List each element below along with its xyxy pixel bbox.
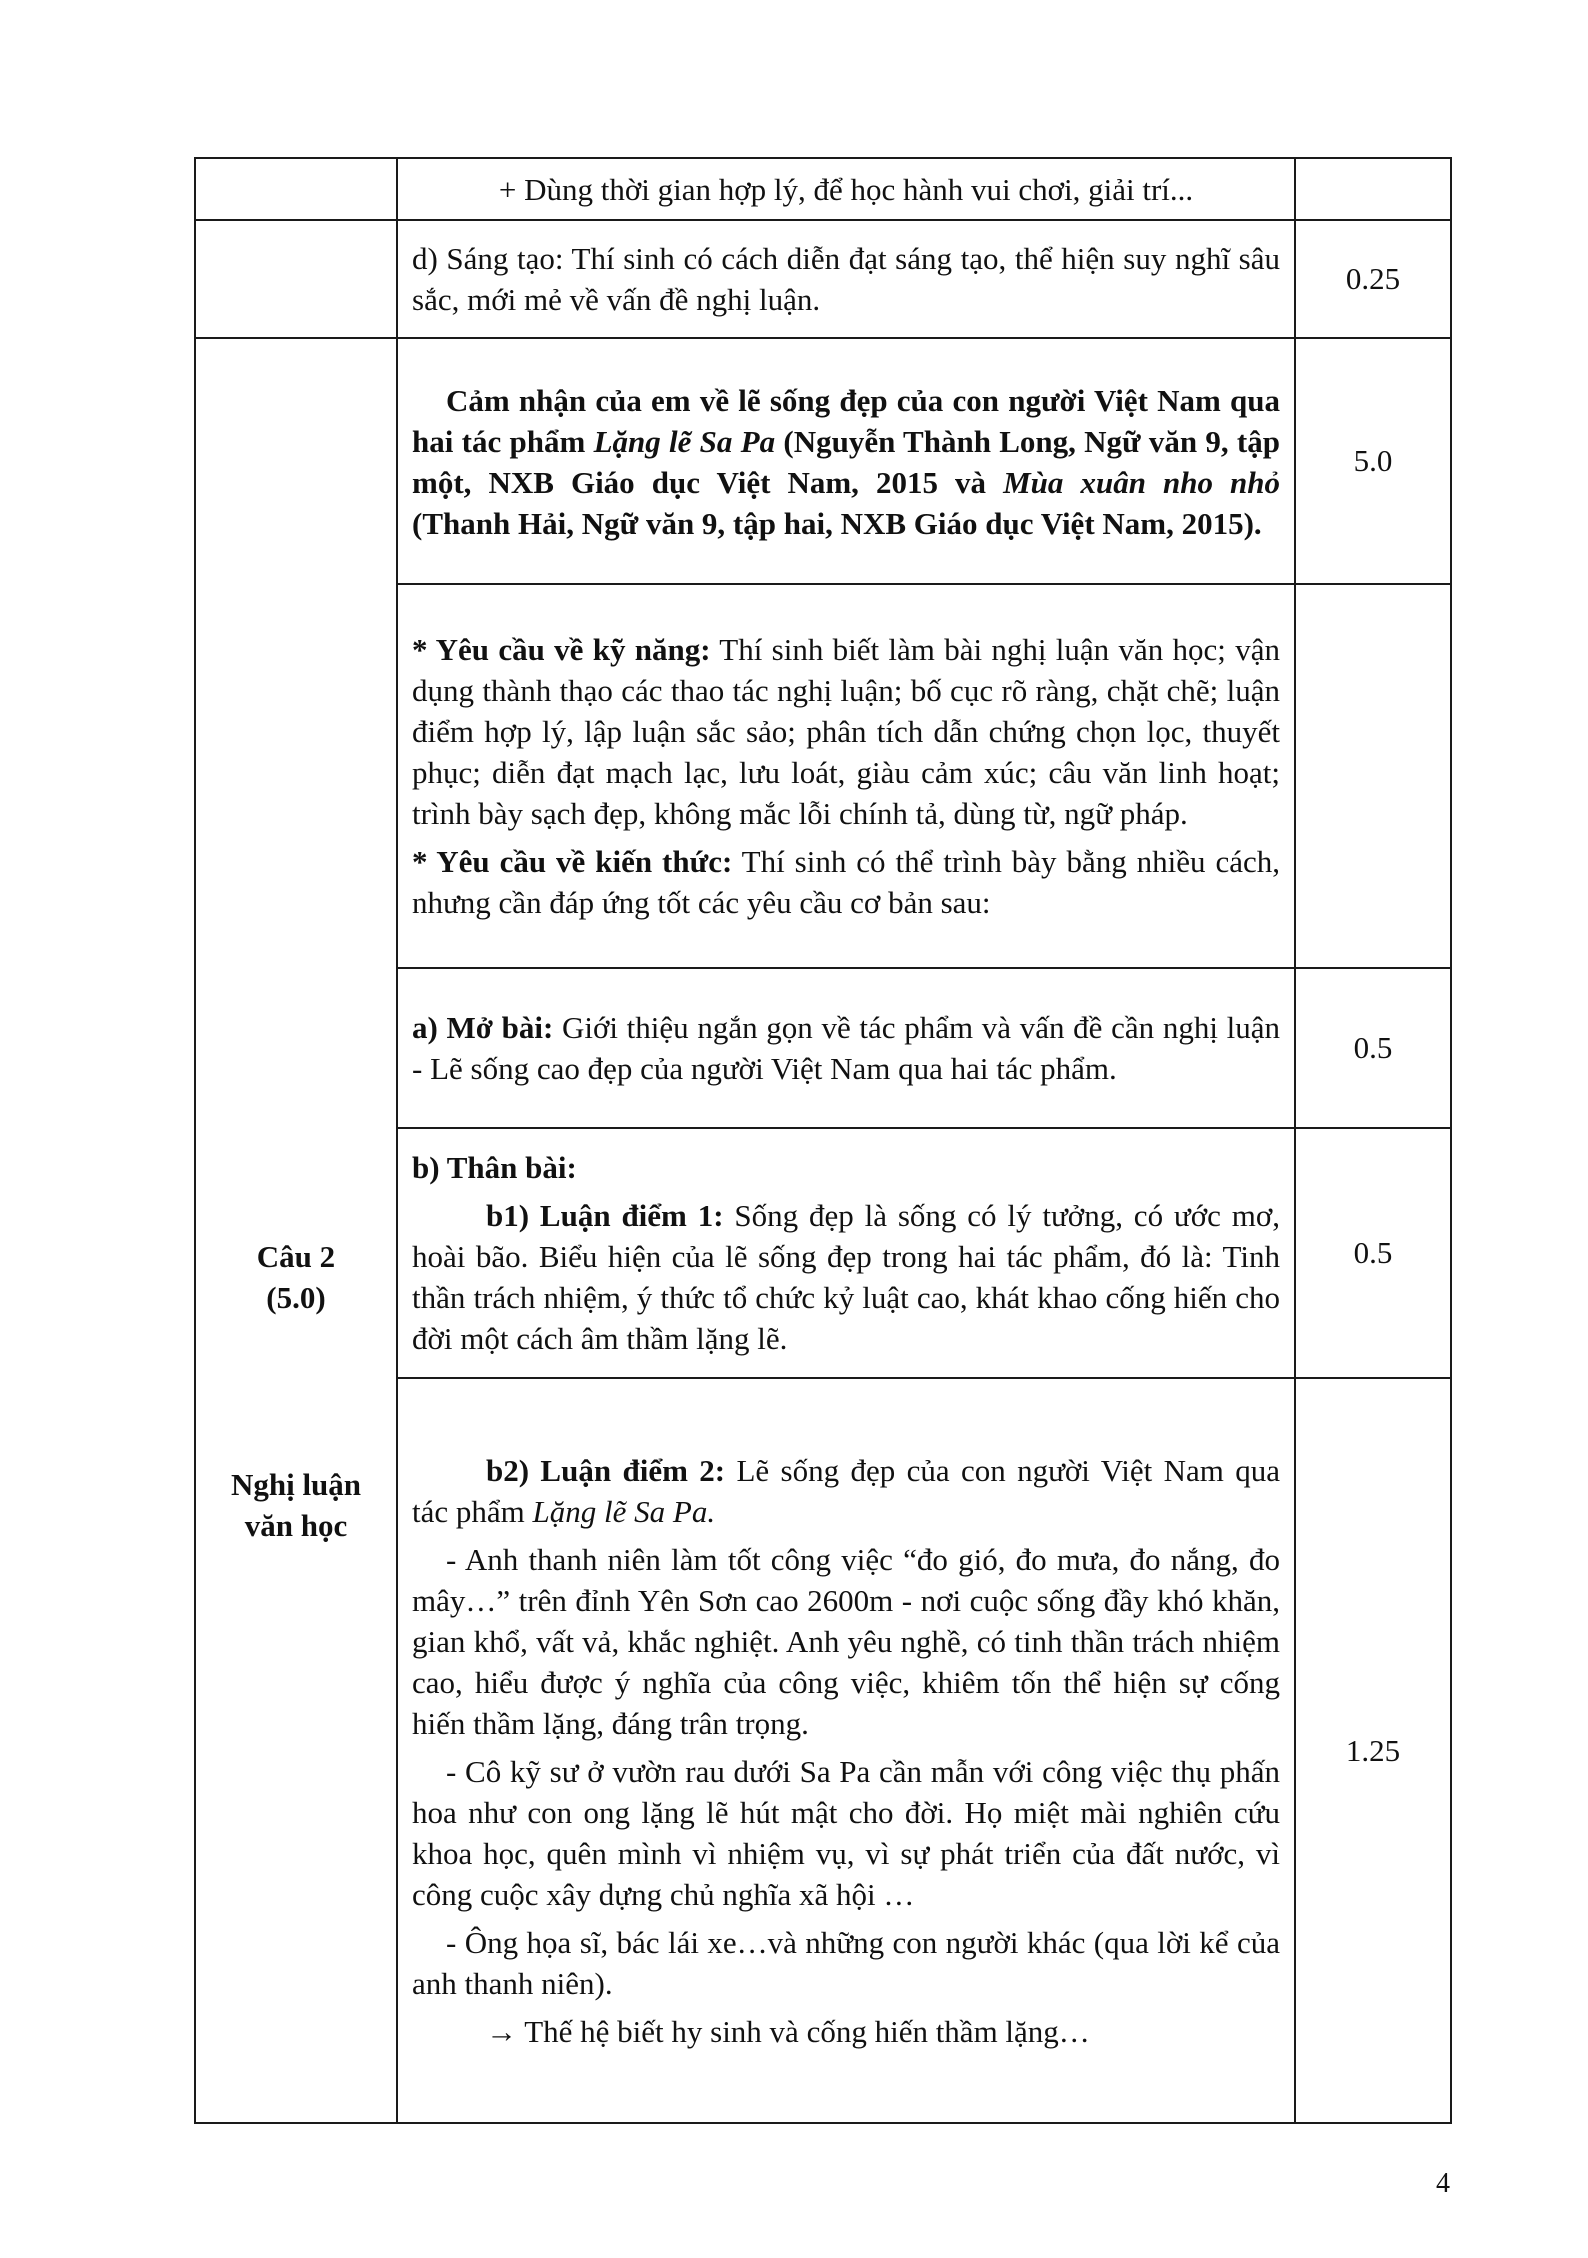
content-cell	[397, 968, 1295, 1128]
evidence-paragraph: - Ông họa sĩ, bác lái xe…và những con người khác (qua lời kể của anh thanh niên).	[412, 1924, 1280, 2001]
content-cell	[397, 220, 1295, 338]
question-points: (5.0)	[266, 1279, 326, 1315]
intro-label: a) Mở bài:	[412, 1010, 554, 1045]
conclusion-line: → Thế hệ biết hy sinh và cống hiến thầm lặng…	[486, 2013, 1090, 2049]
empty-cell	[195, 158, 397, 220]
empty-cell	[1295, 584, 1451, 968]
content-cell	[397, 338, 1295, 584]
table-row	[195, 220, 1451, 338]
content-cell	[397, 158, 1295, 220]
skill-label: * Yêu cầu về kỹ năng:	[412, 632, 711, 667]
knowledge-label: * Yêu cầu về kiến thức:	[412, 844, 733, 879]
table-row	[195, 158, 1451, 220]
prompt-text: (Nguyễn Thành Long, Ngữ văn 9, tập một, NXB Giáo dục Việt Nam, 2015 và	[412, 424, 1280, 500]
question-type: văn học	[244, 1507, 348, 1543]
content-cell	[397, 1378, 1295, 2123]
page-number: 4	[1436, 2168, 1450, 2199]
evidence-paragraph: - Anh thanh niên làm tốt công việc “đo gió, đo mưa, đo nắng, đo mây…” trên đỉnh Yên Sơn cao 2600m - nơi cuộc sống đầy khó khăn, gian khổ, vất vả, khắc nghiệt. Anh yêu nghề, có tinh thần trách nhiệm cao, hiểu được ý nghĩa của công việc, khiêm tốn thể hiện sự cống hiến thầm lặng, đáng trân trọng.	[412, 1541, 1280, 1741]
score-cell: 0.5	[1295, 1128, 1451, 1378]
work-title: Lặng lẽ Sa Pa.	[532, 1493, 716, 1529]
work-title: Lặng lẽ Sa Pa	[593, 424, 776, 459]
question-number: Câu 2	[256, 1238, 336, 1274]
grading-table	[194, 157, 1452, 2124]
skill-text: Thí sinh biết làm bài nghị luận văn học; vận dụng thành thạo các thao tác nghị luận; bố cục rõ ràng, chặt chẽ; luận điểm hợp lý, lập luận sắc sảo; phân tích dẫn chứng chọn lọc, thuyết phục; diễn đạt mạch lạc, lưu loát, giàu cảm xúc; câu văn linh hoạt; trình bày sạch đẹp, không mắc lỗi chính tả, dùng từ, ngữ pháp.	[412, 632, 1280, 831]
content-cell	[397, 1128, 1295, 1378]
evidence-paragraph: - Cô kỹ sư ở vườn rau dưới Sa Pa cần mẫn với công việc thụ phấn hoa như con ong lặng lẽ hút mật cho đời. Họ miệt mài nghiên cứu khoa học, quên mình vì nhiệm vụ, vì sự phát triển của đất nước, vì công cuộc xây dựng chủ nghĩa xã hội …	[412, 1753, 1280, 1912]
row-text: d) Sáng tạo: Thí sinh có cách diễn đạt sáng tạo, thể hiện suy nghĩ sâu sắc, mới mẻ về vấn đề nghị luận.	[412, 241, 1280, 317]
score-cell: 5.0	[1295, 338, 1451, 584]
point-label: b2) Luận điểm 2:	[486, 1452, 726, 1488]
content-cell	[397, 584, 1295, 968]
score-cell: 0.5	[1295, 968, 1451, 1128]
question-type: Nghị luận	[230, 1466, 362, 1502]
empty-cell	[1295, 158, 1451, 220]
prompt-text: (Thanh Hải, Ngữ văn 9, tập hai, NXB Giáo dục Việt Nam, 2015).	[412, 506, 1262, 541]
table-row	[195, 338, 1451, 584]
prompt-text: Cảm nhận của em về lẽ sống đẹp của con người Việt Nam qua hai tác phẩm	[412, 383, 1280, 459]
work-title: Mùa xuân nho nhỏ	[1003, 465, 1281, 500]
score-cell: 1.25	[1295, 1378, 1451, 2123]
intro-text: Giới thiệu ngắn gọn về tác phẩm và vấn đề cần nghị luận - Lẽ sống cao đẹp của người Việt Nam qua hai tác phẩm.	[412, 1010, 1280, 1086]
empty-cell	[195, 220, 397, 338]
point-text: Lẽ sống đẹp của con người Việt Nam qua tác phẩm	[412, 1452, 1280, 1529]
point-text: Sống đẹp là sống có lý tưởng, có ước mơ, hoài bão. Biểu hiện của lẽ sống đẹp trong hai tác phẩm, đó là: Tinh thần trách nhiệm, ý thức tổ chức kỷ luật cao, khát khao cống hiến cho đời một cách âm thầm lặng lẽ.	[412, 1198, 1280, 1356]
row-text: + Dùng thời gian hợp lý, để học hành vui chơi, giải trí...	[498, 171, 1194, 207]
point-label: b1) Luận điểm 1:	[486, 1198, 724, 1233]
body-heading: b) Thân bài:	[412, 1150, 577, 1185]
question-cell	[195, 338, 397, 2123]
score-cell: 0.25	[1295, 220, 1451, 338]
knowledge-text: Thí sinh có thể trình bày bằng nhiều cách, nhưng cần đáp ứng tốt các yêu cầu cơ bản sau:	[412, 844, 1280, 920]
